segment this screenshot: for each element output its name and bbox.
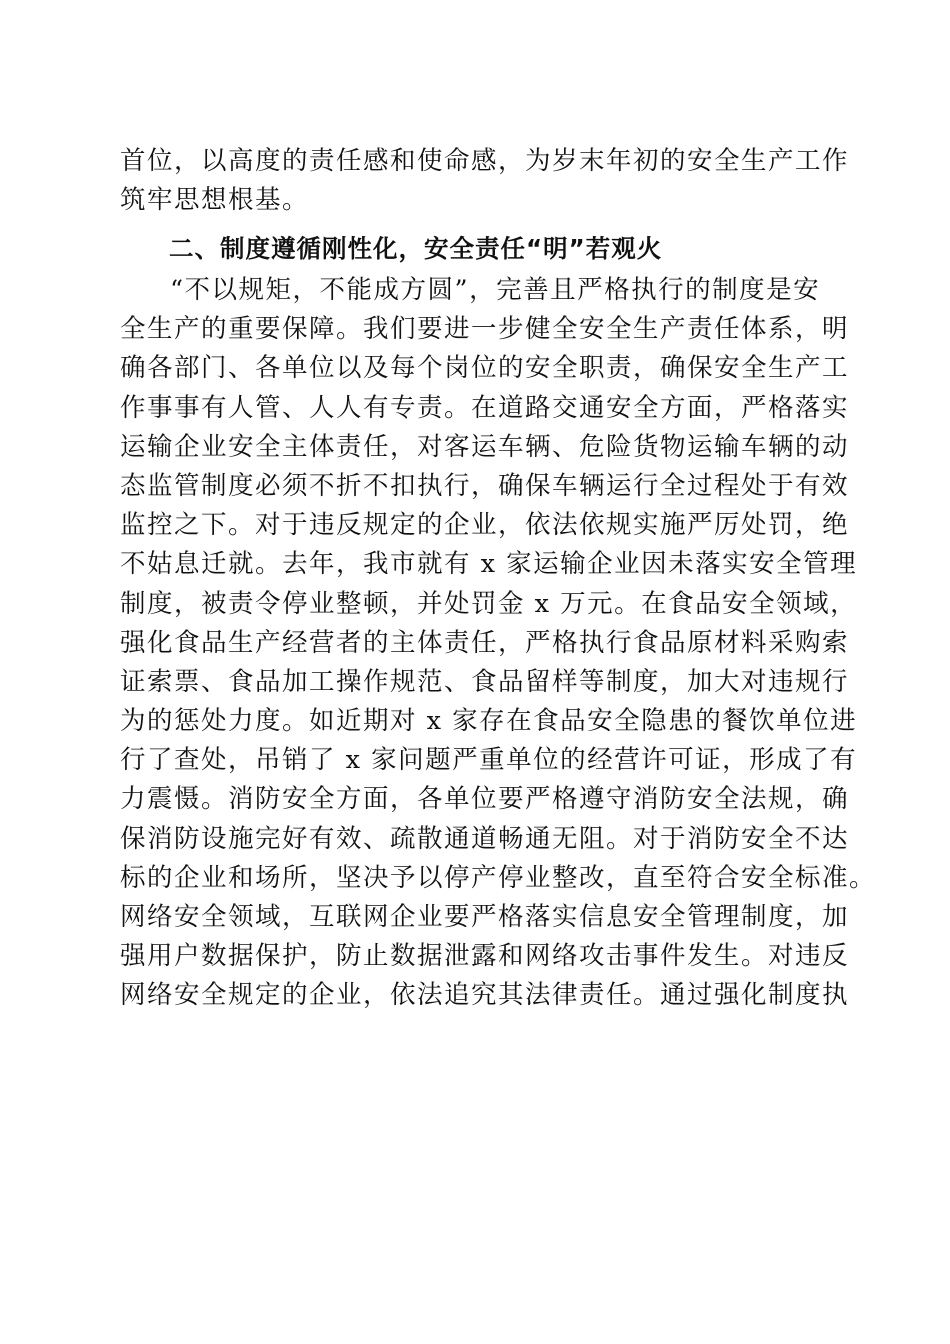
text-line: 强用户数据保护，防止数据泄露和网络攻击事件发生。对违反 bbox=[120, 941, 850, 972]
text-line: 证索票、食品加工操作规范、食品留样等制度，加大对违规行 bbox=[120, 666, 850, 697]
text-line: 为的惩处力度。如近期对 x 家存在食品安全隐患的餐饮单位进 bbox=[120, 706, 858, 737]
text-line: 保消防设施完好有效、疏散通道畅通无阻。对于消防安全不达 bbox=[120, 823, 850, 854]
text-line: 确各部门、各单位以及每个岗位的安全职责，确保安全生产工 bbox=[120, 353, 850, 384]
text-line: 行了查处，吊销了 x 家问题严重单位的经营许可证，形成了有 bbox=[120, 745, 858, 776]
text-line: 力震慑。消防安全方面，各单位要严格遵守消防安全法规，确 bbox=[120, 784, 850, 815]
text-line: 监控之下。对于违反规定的企业，依法依规实施严厉处罚，绝 bbox=[120, 510, 850, 541]
text-line: 运输企业安全主体责任，对客运车辆、危险货物运输车辆的动 bbox=[120, 431, 850, 462]
text-line: 制度，被责令停业整顿，并处罚金 x 万元。在食品安全领域， bbox=[120, 588, 858, 619]
text-line: 筑牢思想根基。 bbox=[120, 185, 310, 216]
text-line: 首位，以高度的责任感和使命感，为岁末年初的安全生产工作 bbox=[120, 146, 850, 176]
text-line: 不姑息迁就。去年，我市就有 x 家运输企业因未落实安全管理 bbox=[120, 549, 858, 580]
text-line: 态监管制度必须不折不扣执行，确保车辆运行全过程处于有效 bbox=[120, 470, 850, 501]
text-line: 网络安全领域，互联网企业要严格落实信息安全管理制度，加 bbox=[120, 902, 850, 932]
text-line: 标的企业和场所，坚决予以停产停业整改，直至符合安全标准。 bbox=[120, 862, 877, 893]
text-line: 作事事有人管、人人有专责。在道路交通安全方面，严格落实 bbox=[120, 392, 850, 423]
intro-paragraph bbox=[120, 142, 850, 220]
text-line: 强化食品生产经营者的主体责任，严格执行食品原材料采购索 bbox=[120, 627, 850, 658]
body-paragraph bbox=[120, 271, 877, 1016]
section-heading: 二、制度遵循刚性化，安全责任“明”若观火 bbox=[169, 234, 663, 263]
text-line: “不以规矩，不能成方圆”，完善且严格执行的制度是安 bbox=[170, 275, 821, 305]
text-line: 网络安全规定的企业，依法追究其法律责任。通过强化制度执 bbox=[120, 980, 850, 1011]
text-line: 全生产的重要保障。我们要进一步健全安全生产责任体系，明 bbox=[120, 314, 850, 345]
